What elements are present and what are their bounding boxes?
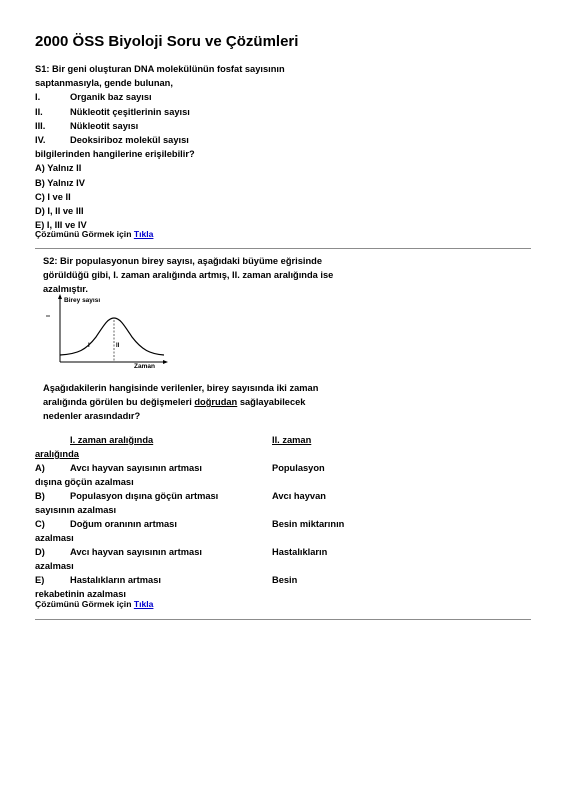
- solution-label: Çözümünü Görmek için: [35, 229, 132, 239]
- option-col1: Hastalıkların artması: [70, 575, 161, 585]
- region-2-label: II: [116, 343, 120, 349]
- q1-line-2: saptanmasıyla, gende bulunan,: [35, 78, 173, 89]
- option-col1: Populasyon dışına göçün artması: [70, 491, 219, 501]
- growth-curve-chart: [40, 292, 170, 368]
- option-col2: Besin miktarının: [272, 519, 345, 529]
- q2-option-d: [35, 545, 375, 573]
- q1-option-b: B) Yalnız IV: [35, 177, 85, 188]
- x-axis-label: Zaman: [134, 363, 155, 368]
- growth-curve: [60, 318, 164, 355]
- q1-item-text: Nükleotit çeşitlerinin sayısı: [70, 106, 190, 117]
- q2-line-3: azalmıştır.: [43, 284, 88, 295]
- option-letter: E): [35, 575, 45, 585]
- option-letter: A): [35, 463, 45, 473]
- solution-link[interactable]: Tıkla: [133, 229, 154, 239]
- solution-link[interactable]: Tıkla: [133, 599, 154, 609]
- region-1-label: I: [88, 343, 90, 349]
- q1-item-num: I.: [35, 92, 41, 103]
- page-title: 2000 ÖSS Biyoloji Soru ve Çözümleri: [35, 33, 299, 50]
- question-2-intro: [43, 254, 373, 297]
- solution-2: [35, 599, 153, 609]
- divider: [35, 619, 531, 620]
- q1-item-4: [35, 133, 335, 147]
- q2-option-e: [35, 573, 375, 601]
- q2-option-b: [35, 489, 375, 517]
- option-col1: Avcı hayvan sayısının artması: [70, 463, 202, 473]
- q1-option-d: D) I, II ve III: [35, 206, 84, 217]
- option-col1: Avcı hayvan sayısının artması: [70, 547, 202, 557]
- option-letter: B): [35, 491, 45, 501]
- q2-option-c: [35, 517, 375, 545]
- header-col1: I. zaman aralığında: [70, 435, 154, 445]
- option-letter: C): [35, 519, 45, 529]
- option-continuation: rekabetinin azalması: [35, 589, 126, 599]
- x-axis-arrow: [163, 360, 168, 364]
- q2-question-2-pre: aralığında görülen bu değişmeleri: [43, 397, 195, 408]
- solution-label: Çözümünü Görmek için: [35, 599, 132, 609]
- divider: [35, 248, 531, 249]
- question-1: [35, 62, 335, 232]
- q1-item-num: II.: [35, 106, 43, 117]
- q2-question-2: [43, 395, 373, 409]
- q2-option-a: [35, 461, 375, 489]
- q1-option-e: E) I, III ve IV: [35, 220, 87, 231]
- q1-item-1: [35, 90, 335, 104]
- q1-item-2: [35, 105, 335, 119]
- q1-question: bilgilerinden hangilerine erişilebilir?: [35, 149, 195, 160]
- q2-line-2: görüldüğü gibi, I. zaman aralığında artmış, II. zaman aralığında ise: [43, 270, 334, 281]
- q1-option-c: C) I ve II: [35, 191, 71, 202]
- q2-question-2-post: sağlayabilecek: [237, 397, 306, 408]
- q2-question-2-underlined: doğrudan: [194, 397, 238, 408]
- q1-item-text: Nükleotit sayısı: [70, 120, 139, 131]
- option-continuation: azalması: [35, 533, 74, 543]
- option-continuation: sayısının azalması: [35, 505, 117, 515]
- q1-item-text: Organik baz sayısı: [70, 92, 152, 103]
- q1-option-a: A) Yalnız II: [35, 163, 82, 174]
- q1-item-text: Deoksiriboz molekül sayısı: [70, 135, 189, 146]
- q1-item-num: IV.: [35, 135, 46, 146]
- q2-line-1: S2: Bir populasyonun birey sayısı, aşağıdaki büyüme eğrisinde: [43, 256, 322, 266]
- header-col2: II. zaman: [272, 435, 312, 445]
- q1-line-1: S1: Bir geni oluşturan DNA molekülünün fosfat sayısının: [35, 64, 285, 74]
- option-col1: Doğum oranının artması: [70, 519, 177, 529]
- q2-question-3: nedenler arasındadır?: [43, 411, 141, 422]
- option-col2: Besin: [272, 575, 298, 585]
- header-cont: aralığında: [35, 449, 79, 459]
- solution-1: [35, 229, 153, 239]
- q2-question-1: Aşağıdakilerin hangisinde verilenler, birey sayısında iki zaman: [43, 383, 319, 393]
- option-letter: D): [35, 547, 45, 557]
- option-continuation: dışına göçün azalması: [35, 477, 134, 487]
- y-axis-label: Birey sayısı: [64, 297, 101, 304]
- question-2-prompt: [43, 381, 373, 424]
- q1-item-num: III.: [35, 120, 46, 131]
- option-col2: Populasyon: [272, 463, 325, 473]
- option-col2: Avcı hayvan: [272, 491, 326, 501]
- option-col2: Hastalıkların: [272, 547, 328, 557]
- option-continuation: azalması: [35, 561, 74, 571]
- q1-item-3: [35, 119, 335, 133]
- y-axis-arrow: [58, 294, 62, 299]
